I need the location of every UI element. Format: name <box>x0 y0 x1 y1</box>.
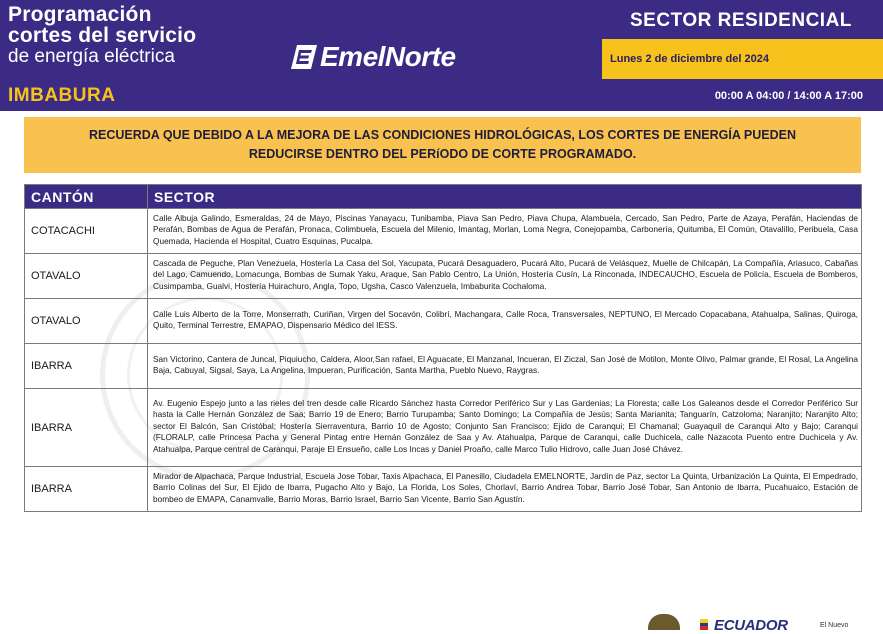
date-badge <box>602 39 883 79</box>
table-row <box>25 344 862 389</box>
title-line-2: cortes del servicio <box>8 24 197 47</box>
sector-cell: San Victorino, Cantera de Juncal, Piquiucho, Caldera, Aloor,San rafael, El Aguacate, El Manzanal, Incueran, El Ziczal, San José de Motilon, Monte Olivo, Palmar grande, El Rosal, La Angelina Baja, Cabuyal, Sigsal, Saya, La Angelina, Impueran, Purificación, Santa Martha, Pueblo Nuevo, Raygras. <box>148 344 862 389</box>
logo-wordmark: EmelNorte <box>320 41 456 72</box>
schedule-hours: 00:00 A 04:00 / 14:00 A 17:00 <box>714 90 863 102</box>
flag-icon <box>700 619 708 630</box>
government-logo-text: ECUADOR <box>714 617 788 634</box>
government-footer <box>648 611 883 634</box>
sector-cell: Cascada de Peguche, Plan Venezuela, Hostería La Casa del Sol, Yacupata, Pucará Desaguadero, Pucará Alto, Pucará de Velásquez, Muelle de Chilcapán, La Compañía, Ariasuco, Cabañas del Lago, Camuendo, Lomacunga, Bombas de Sumak Yaku, Araque, San Pablo Centro, La Unión, Hostería Cusín, La Rinconada, INDECAUCHO, Escuela de Policía, Escuela de Bomberos, Cusimpamba, Gualvi, Hostería Huirachuro, Angla, Topo, Ugsha, Casco Valenzuela, Imbaburita Cochaloma. <box>148 254 862 299</box>
canton-cell: IBARRA <box>25 467 148 512</box>
table-row <box>25 209 862 254</box>
province-label: IMBABURA <box>8 85 116 106</box>
canton-cell: OTAVALO <box>25 299 148 344</box>
canton-cell: IBARRA <box>25 389 148 467</box>
canton-cell: COTACACHI <box>25 209 148 254</box>
notice-text: RECUERDA QUE DEBIDO A LA MEJORA DE LAS CONDICIONES HIDROLÓGICAS, LOS CORTES DE ENERGÍA PUEDEN REDUCIRSE DENTRO DEL PERíODO DE CORTE PROGRAMADO. <box>88 128 796 161</box>
canton-cell: OTAVALO <box>25 254 148 299</box>
outage-table <box>24 184 862 512</box>
table-row <box>25 254 862 299</box>
emelnorte-logo <box>288 42 456 72</box>
sector-cell: Av. Eugenio Espejo junto a las rieles del tren desde calle Ricardo Sánchez hasta Corredor Periférico Sur y Las Gardenias; La Floresta; calle Los Galeanos desde el Corredor Periférico Sur hasta la Calle Hernán González de Saa; Barrio 19 de Enero; Barrio Turupamba; Santo Domingo; La Compañía de Jesús; Santa Marianita; Tanguarín, Catzoloma; Naranjito; Naranjito Alto; sector El Balcón, San Cristóbal; Hostería Sierraventura, Barrio 10 de Agosto; Conjunto San Francisco; Ejido de Caranqui; El Chamanal; Guayaquil de Caranqui Alto y Bajo; Caranqui (FLORALP, calle Princesa Pacha y General Pintag entre Hernán González de Saa y Av. Atahualpa, Parque de Caranqui, calle Duchicela, calle Nazacota Puento entre Duchicela y Av. Atahualpa, Parque central de Caranqui, Paraje El Ensueño, calle Los Incas y Daniel Proaño, calle Marco Tulio Hidrovo, calle Juan José Chávez. <box>148 389 862 467</box>
header-banner <box>0 0 883 111</box>
coat-of-arms-icon <box>648 614 680 630</box>
notice-banner <box>24 117 861 173</box>
emelnorte-logo-icon <box>288 44 318 70</box>
canton-cell: IBARRA <box>25 344 148 389</box>
table-row <box>25 299 862 344</box>
table-row <box>25 467 862 512</box>
sector-cell: Mirador de Alpachaca, Parque Industrial, Escuela Jose Tobar, Taxis Alpachaca, El Panesillo, Ciudadela EMELNORTE, Jardín de Paz, sector La Quinta, Urbanización La Quinta, El Empedrado, Barrio Colinas del Sur, El Ejido de Ibarra, Pugacho Alto y Bajo, La Florida, Los Soles, Chorlaví, Barrio Andrea Tobar, Barrio José Tobar, San Antonio de Ibarra, Pucahuaico, Estación de bombeo de EMAPA, Canamvalle, Barrio Moras, Barrio Israel, Barrio San Vicente, Barrio San Agustín. <box>148 467 862 512</box>
program-title <box>8 4 196 68</box>
ministry-text: El Nuevo <box>820 622 849 629</box>
column-header-canton: CANTÓN <box>25 185 148 209</box>
sector-cell: Calle Luis Alberto de la Torre, Monserrath, Curiñan, Virgen del Socavón, Colibrí, Machangara, Calle Roca, Transversales, NEPTUNO, El Mercado Copacabana, Atahualpa, Salinas, Quiroga, Quito, Terminal Terrestre, EMAPAO, Dispensario Médico del IESS. <box>148 299 862 344</box>
sector-title: SECTOR RESIDENCIAL <box>630 10 852 31</box>
date-text: Lunes 2 de diciembre del 2024 <box>610 53 769 65</box>
title-line-3: de energía eléctrica <box>8 46 175 67</box>
table-row <box>25 389 862 467</box>
sector-cell: Calle Albuja Galindo, Esmeraldas, 24 de Mayo, Piscinas Yanayacu, Tunibamba, Piava San Pedro, Piava Chupa, Alambuela, Cercado, San Pedro, Parte de Azaya, Perafán, Haciendas de Perafán, Bombas de Agua de Perafán, Pronaca, Colimbuela, Escuela del Milenio, Imantag, Morlan, Loma Negra, Conejopamba, Carbonería, Quitumba, El Común, Otavalillo, Peribuela, Casa Quemada, Hacienda el Hospital, Cuatro Esquinas, Pucalpa. <box>148 209 862 254</box>
table-header-row <box>25 185 862 209</box>
title-line-1: Programación <box>8 3 152 26</box>
column-header-sector: SECTOR <box>148 185 862 209</box>
